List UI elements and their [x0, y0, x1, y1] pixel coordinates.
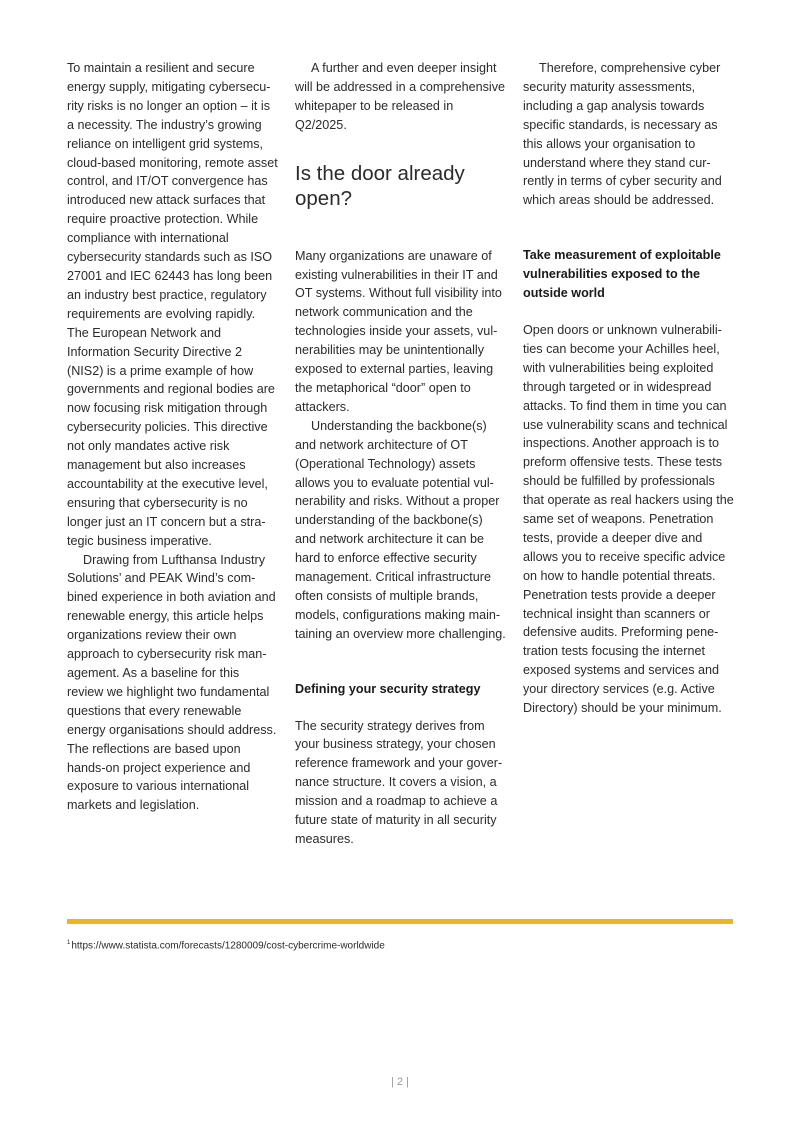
page-number: | 2 |	[391, 1076, 409, 1088]
column-right	[523, 59, 735, 718]
body-paragraph: Understanding the backbone(s) and network architecture of OT (Operational Technology) assets allows you to evaluate potential vulnerability and risks. Without a proper understanding of the backbone(s) and network architecture it can be hard to enforce effective security management. Critical infrastructure often consists of multiple brands, models, configurations making maintaining an overview more challenging.	[295, 418, 506, 641]
footnote	[67, 936, 385, 953]
body-paragraph: The security strategy derives from your business strategy, your chosen reference framework and your governance structure. It covers a vision, a mission and a roadmap to achieve a future state of maturity in all security measures.	[295, 718, 503, 846]
body-paragraph: Therefore, comprehensive cyber security maturity assessments, including a gap analysis towards specific standards, is necessary as this allows your organisation to understand where they stand currently in terms of cyber security and which areas should be addressed.	[523, 61, 722, 208]
body-paragraph: A further and even deeper insight will be addressed in a comprehensive whitepaper to be released in Q2/2025.	[295, 61, 506, 132]
subsection-heading: Take measurement of exploitable vulnerabilities exposed to the outside world	[523, 248, 721, 301]
body-paragraph: Drawing from Lufthansa Industry Solutions’ and PEAK Wind’s combined experience in both aviation and renewable energy, this article helps organizations review their own approach to cybersecurity risk management. As a baseline for this review we highlight two fundamental questions that every renewable energy organisations should address. The reflections are based upon hands-on project experience and exposure to various international markets and legislation.	[67, 552, 277, 813]
footnote-divider-rule	[67, 919, 733, 924]
body-paragraph: Open doors or unknown vulnerabilities can become your Achilles heel, with vulnerabilities being exploited through targeted or in widespread attacks. To find them in time you can use vulnerability scans and technical inspections. Another approach is to preform offensive tests. These tests should be fulfilled by professionals that operate as real hackers using the same set of weapons. Penetration tests, provide a deeper dive and allows you to receive specific advice on how to handle potential threats. Penetration tests provide a deeper technical insight than scanners or defensive audits. Preforming penetration tests focusing the internet exposed systems and services and your directory services (e.g. Active Directory) should be your minimum.	[523, 322, 734, 716]
subsection-heading: Defining your security strategy	[295, 681, 481, 696]
section-heading: Is the door already open?	[295, 161, 465, 210]
body-paragraph: Many organizations are unaware of existing vulnerabilities in their IT and OT systems. Without full visibility into network communication and the technologies inside your assets, vulnerabilities may be unintentionally exposed to external parties, leaving the metaphorical “door” open to attackers.	[295, 248, 502, 414]
column-left	[67, 59, 279, 815]
body-paragraph: To maintain a resilient and secure energy supply, mitigating cybersecurity risks is no longer an option – it is a necessity. The industry’s growing reliance on intelligent grid systems, cloud-based monitoring, remote asset control, and IT/OT convergence has introduced new attack surfaces that require proactive protection. While compliance with international cybersecurity standards such as ISO 27001 and IEC 62443 has long been an industry best practice, regulatory requirements are evolving rapidly. The European Network and Information Security Directive 2 (NIS2) is a prime example of how governments and regional bodies are now focusing risk mitigation through cybersecurity policies. This directive not only mandates active risk management but also increases accountability at the executive level, ensuring that cybersecurity is no longer just an IT concern but a strategic business imperative.	[67, 61, 278, 548]
column-middle	[295, 59, 507, 849]
footnote-marker: 1	[67, 940, 71, 946]
footnote-link[interactable]: https://www.statista.com/forecasts/1280009/cost-cybercrime-worldwide	[71, 940, 385, 952]
